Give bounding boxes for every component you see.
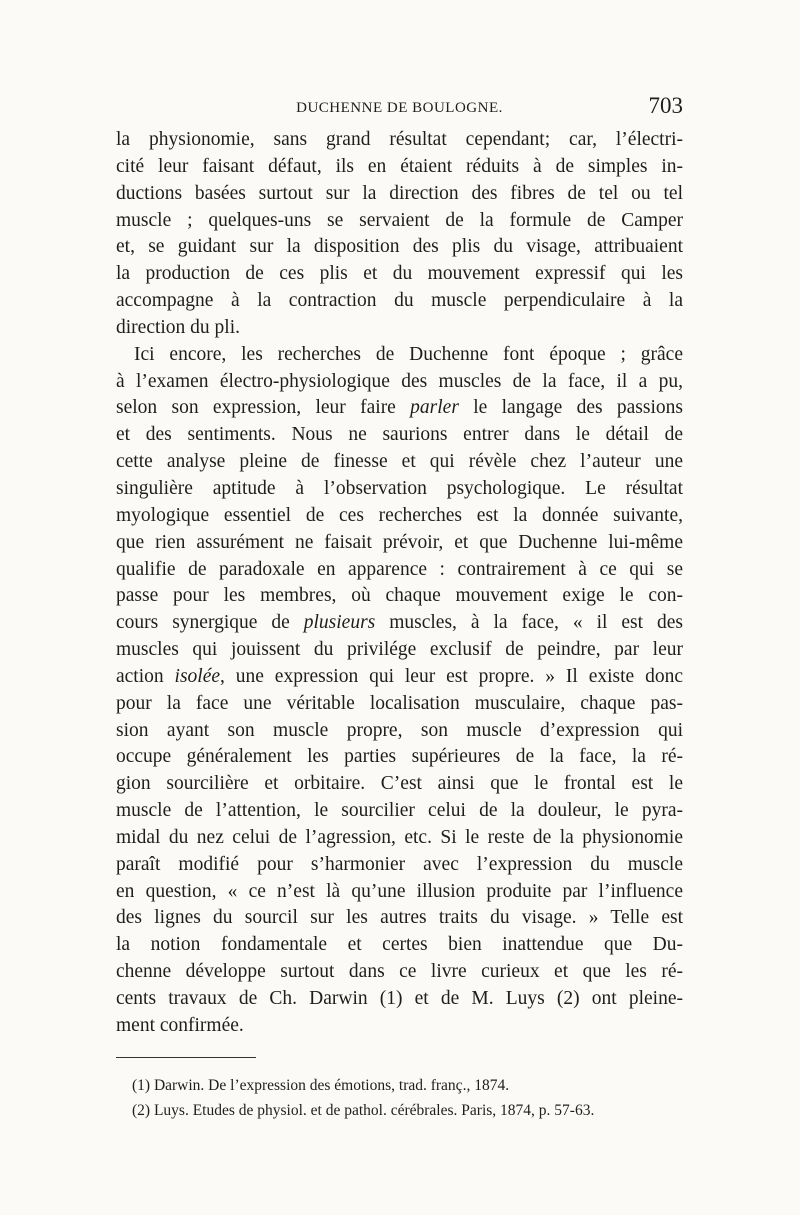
text-line: chenne développe surtout dans ce livre curieux et que les ré- — [116, 961, 683, 983]
footnote-1: (1) Darwin. De l’expression des émotions, trad. franç., 1874. — [132, 1077, 510, 1094]
text-line: et des sentiments. Nous ne saurions entrer dans le détail de — [116, 424, 683, 446]
text-line: que rien assurément ne faisait prévoir, et que Duchenne lui-même — [116, 531, 683, 553]
body-text — [116, 127, 683, 1040]
text-line: la notion fondamentale et certes bien inattendue que Du- — [116, 934, 683, 956]
text-line: et, se guidant sur la disposition des plis du visage, attribuaient — [116, 236, 683, 258]
footnote-divider — [116, 1057, 256, 1058]
text-line: la physionomie, sans grand résultat cependant; car, l’électri- — [116, 129, 683, 150]
text-line: muscle ; quelques-uns se servaient de la formule de Camper — [116, 209, 683, 231]
text-line: qualifie de paradoxale en apparence : contrairement à ce qui se — [116, 558, 683, 580]
text-line: cents travaux de Ch. Darwin (1) et de M. Luys (2) ont pleine- — [116, 988, 683, 1009]
footnotes — [132, 1073, 683, 1123]
text-segment: action — [116, 665, 175, 687]
text-segment: selon son expression, leur faire — [116, 397, 411, 419]
text-line: en question, « ce n’est là qu’une illusion produite par l’influence — [116, 880, 683, 902]
text-line — [116, 395, 683, 422]
text-line: singulière aptitude à l’observation psychologique. Le résultat — [116, 477, 683, 499]
italic-word: isolée — [174, 665, 221, 687]
text-line: direction du pli. — [116, 316, 241, 338]
footnote-2: (2) Luys. Etudes de physiol. et de pathol. cérébrales. Paris, 1874, p. 57-63. — [132, 1102, 595, 1119]
text-line: midal du nez celui de l’agression, etc. Si le reste de la physionomie — [116, 826, 683, 848]
text-line: des lignes du sourcil sur les autres traits du visage. » Telle est — [116, 907, 683, 929]
text-line — [116, 664, 683, 691]
text-line: myologique essentiel de ces recherches est la donnée suivante, — [116, 504, 683, 526]
page-number: 703 — [648, 93, 683, 118]
italic-word: plusieurs — [303, 612, 376, 634]
text-line: cette analyse pleine de finesse et qui révèle chez l’auteur une — [116, 451, 683, 473]
text-segment: , une expression qui leur est propre. » Il existe donc — [220, 665, 683, 687]
text-segment: muscles, à la face, « il est des — [375, 612, 683, 634]
text-line: à l’examen électro-physiologique des muscles de la face, il a pu, — [116, 370, 683, 392]
text-line: cité leur faisant défaut, ils en étaient réduits à de simples in- — [116, 155, 683, 177]
text-line: la production de ces plis et du mouvement expressif qui les — [116, 263, 683, 285]
paragraph-start-line: Ici encore, les recherches de Duchenne font époque ; grâce — [134, 343, 683, 365]
text-line — [116, 610, 683, 637]
text-line: gion sourcilière et orbitaire. C’est ainsi que le frontal est le — [116, 773, 683, 795]
text-segment: le langage des passions — [458, 397, 683, 419]
text-line: accompagne à la contraction du muscle perpendiculaire à la — [116, 290, 683, 312]
italic-word: parler — [410, 397, 459, 419]
text-line: passe pour les membres, où chaque mouvement exige le con- — [116, 585, 683, 607]
text-line: ductions basées surtout sur la direction des fibres de tel ou tel — [116, 182, 683, 204]
text-segment: cours synergique de — [116, 612, 304, 634]
text-line: sion ayant son muscle propre, son muscle d’expression qui — [116, 719, 683, 741]
text-line: muscle de l’attention, le sourcilier celui de la douleur, le pyra- — [116, 800, 683, 822]
text-line: ment confirmée. — [116, 1014, 244, 1036]
running-title: DUCHENNE DE BOULOGNE. — [296, 100, 503, 116]
running-head — [116, 92, 683, 122]
text-line: muscles qui jouissent du privilége exclusif de peindre, par leur — [116, 639, 683, 661]
text-line: occupe généralement les parties supérieures de la face, la ré- — [116, 746, 683, 768]
text-line: pour la face une véritable localisation musculaire, chaque pas- — [116, 692, 683, 714]
text-line: paraît modifié pour s’harmonier avec l’expression du muscle — [116, 853, 683, 875]
